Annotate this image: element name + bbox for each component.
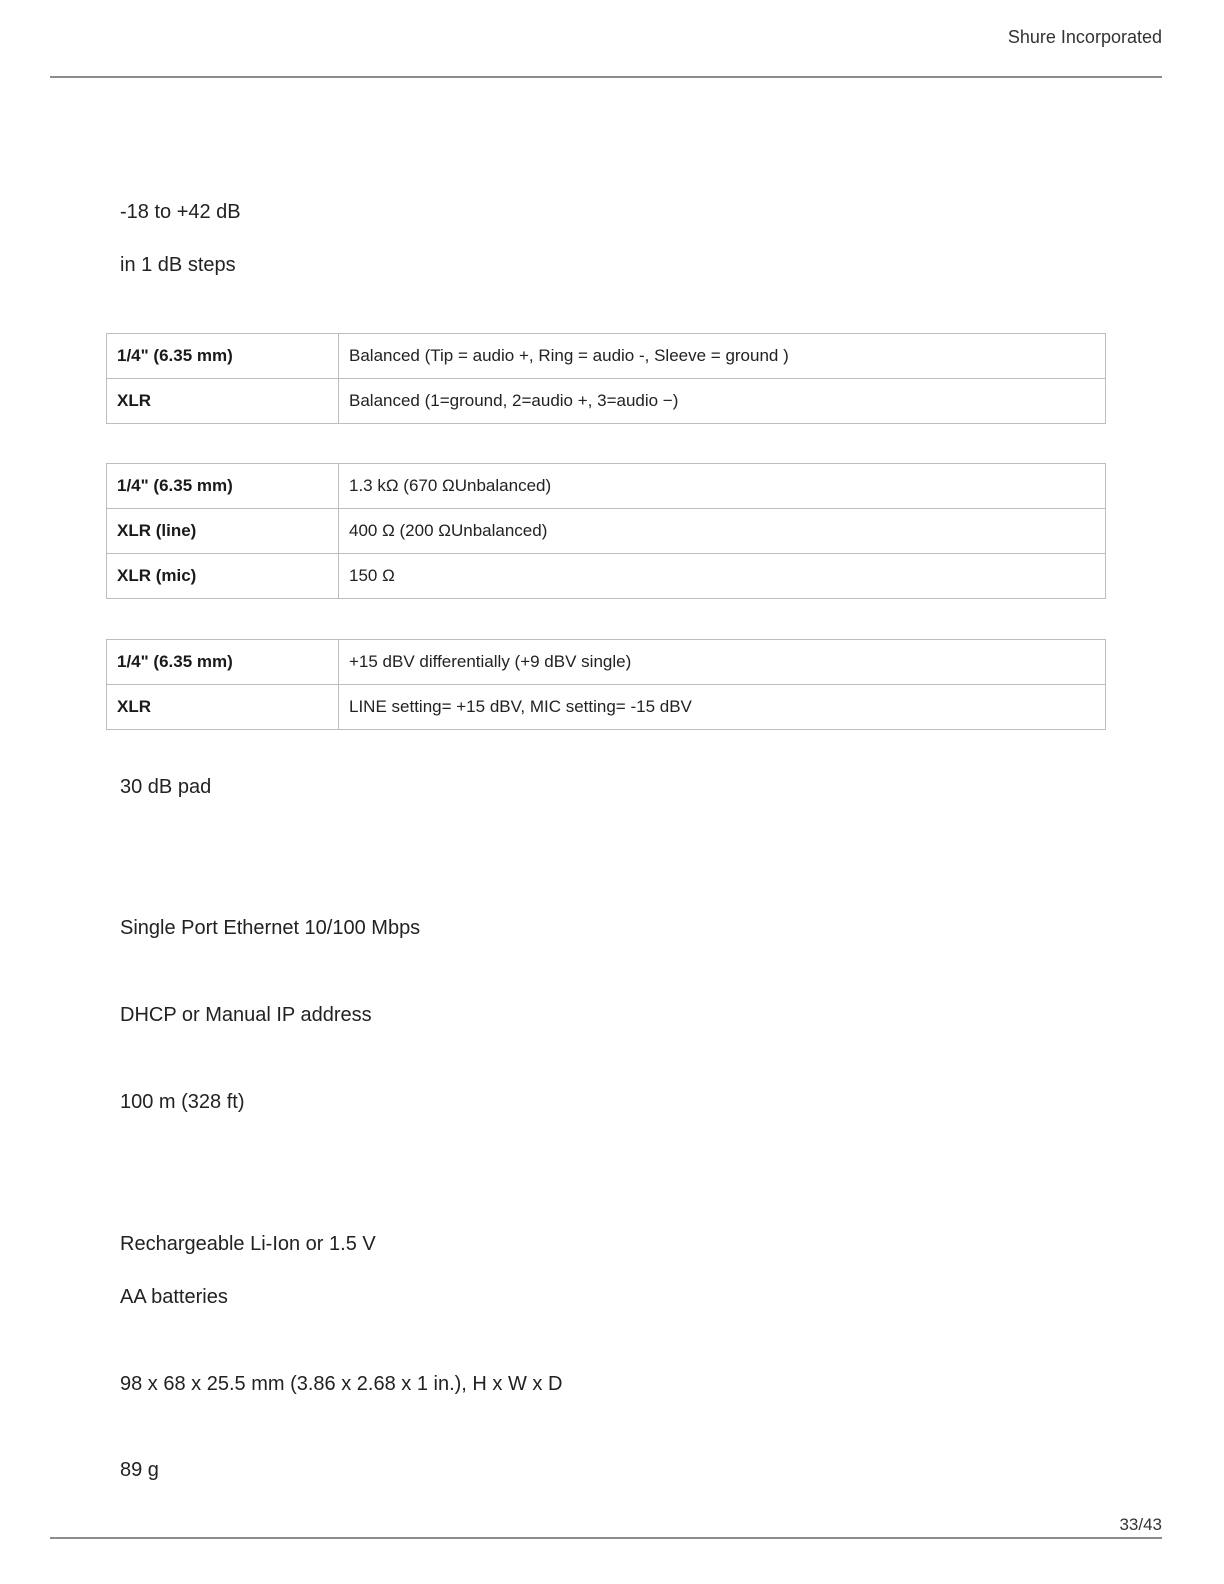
weight-text: 89 g [120, 1459, 159, 1481]
table-row [107, 334, 1106, 379]
table-row [107, 640, 1106, 685]
table-cell-label: 1/4" (6.35 mm) [107, 464, 339, 509]
table-cell-value: +15 dBV differentially (+9 dBV single) [339, 640, 1106, 685]
table-cell-value: LINE setting= +15 dBV, MIC setting= -15 dBV [339, 685, 1106, 730]
header-rule [50, 76, 1162, 78]
table-row [107, 685, 1106, 730]
table-cell-label: XLR (line) [107, 509, 339, 554]
table-cell-value: Balanced (1=ground, 2=audio +, 3=audio −) [339, 379, 1106, 424]
table-cell-value: Balanced (Tip = audio +, Ring = audio -, Sleeve = ground ) [339, 334, 1106, 379]
footer-rule [50, 1537, 1162, 1539]
table-cell-value: 150 Ω [339, 554, 1106, 599]
table-row [107, 464, 1106, 509]
gain-steps-text: in 1 dB steps [120, 254, 236, 276]
battery-type-text: Rechargeable Li-Ion or 1.5 V [120, 1233, 376, 1255]
table-row [107, 554, 1106, 599]
page-number: 33/43 [1119, 1515, 1162, 1534]
table-row [107, 509, 1106, 554]
table-cell-label: XLR (mic) [107, 554, 339, 599]
table-cell-label: 1/4" (6.35 mm) [107, 640, 339, 685]
table-cell-label: XLR [107, 685, 339, 730]
header-company: Shure Incorporated [1007, 27, 1162, 47]
pad-text: 30 dB pad [120, 776, 212, 798]
impedance-table [106, 463, 1106, 599]
ethernet-text: Single Port Ethernet 10/100 Mbps [120, 917, 421, 939]
table-cell-value: 1.3 kΩ (670 ΩUnbalanced) [339, 464, 1106, 509]
table-cell-label: 1/4" (6.35 mm) [107, 334, 339, 379]
table-cell-label: XLR [107, 379, 339, 424]
battery-size-text: AA batteries [120, 1286, 228, 1308]
gain-range-text: -18 to +42 dB [120, 201, 241, 223]
ip-address-text: DHCP or Manual IP address [120, 1004, 372, 1026]
table-cell-value: 400 Ω (200 ΩUnbalanced) [339, 509, 1106, 554]
table-row [107, 379, 1106, 424]
dimensions-text: 98 x 68 x 25.5 mm (3.86 x 2.68 x 1 in.), H x W x D [120, 1373, 563, 1395]
cable-length-text: 100 m (328 ft) [120, 1091, 245, 1113]
max-level-table [106, 639, 1106, 730]
configuration-table [106, 333, 1106, 424]
